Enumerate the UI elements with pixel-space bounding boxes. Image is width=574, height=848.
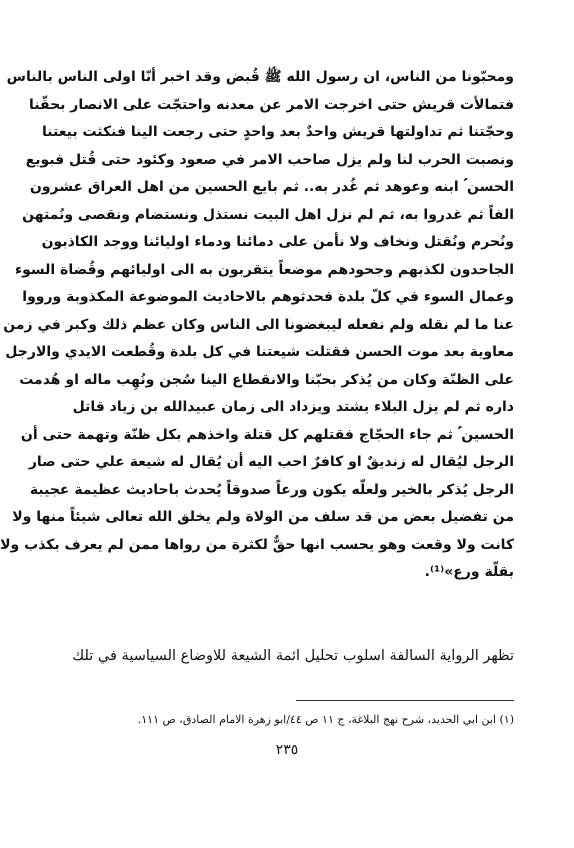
text-line: الرجل يُذكر بالخير ولعلّه يكون ورعاً صدوقاً يُحدث باحاديث عظيمة عجيبة — [29, 481, 514, 498]
footnote-divider — [296, 700, 514, 701]
text-line: ونُحرم ونُقتل ونخاف ولا نأمن على دمائنا ودماء اوليائنا ووجد الكاذبون — [41, 234, 514, 250]
text-line: الرجل ليُقال له زنديقٌ او كافرٌ احب اليه أن يُقال له شيعة علي حتى صار — [28, 454, 514, 470]
closing-paragraph — [72, 642, 514, 670]
text-line: تظهر الرواية السالفة اسلوب تحليل ائمة الشيعة للاوضاع السياسية في تلك — [72, 648, 514, 664]
text-line: وحجّتنا ثم تداولتها قريش واحدٌ بعد واحدٍ حتى رجعت الينا فنكثت بيعتنا — [42, 124, 514, 140]
text-line: عنا ما لم نقله ولم نفعله ليبغضونا الى الناس وكان عظم ذلك وكبر في زمن — [3, 316, 514, 333]
text-line: من تفضيل بعض من قد سلف من الولاة ولم يخلق الله تعالى شيئاً منها ولا — [12, 509, 514, 525]
text-line: وعمال السوء في كلّ بلدة فحدثوهم بالاحاديث الموضوعة المكذوبة ورووا — [22, 289, 514, 305]
text-line: ومحبّونا من الناس، ان رسول الله ﷺ قُبض وقد اخبر أنّا اولى الناس بالناس — [6, 69, 514, 85]
text-line: الحسن ؑ ابنه وعوهد ثم غُدر به.. ثم بايع الحسين من اهل العراق عشرون — [29, 179, 514, 195]
text-line: الجاحدون لكذبهم وجحودهم موضعاً يتقربون به الى اوليائهم وقُضاة السوء — [14, 261, 514, 278]
footnote: (١) ابن ابي الحديد، شرح نهج البلاغة، ج ١١ ص ٤٤/ابو زهرة الامام الصادق، ص ١١١. — [137, 713, 514, 726]
page-number: ٢٣٥ — [275, 742, 299, 758]
text-line: بقلّة ورع»⁽¹⁾. — [424, 564, 514, 580]
text-line: داره ثم لم يزل البلاء يشتد ويزداد الى زمان عبيدالله بن زياد قاتل — [72, 399, 514, 415]
text-line: على الظنّة وكان من يُذكر بحبّنا والانقطاع الينا سُجن ونُهِب ماله او هُدمت — [19, 371, 514, 388]
text-line: كانت ولا وقعت وهو يحسب انها حقٌّ لكثرة من رواها ممن لم يعرف بكذب ولا — [0, 536, 514, 553]
quoted-passage — [0, 64, 514, 587]
text-line: الحسين ؑ ثم جاء الحجّاج فقتلهم كل قتلة واخذهم بكل ظنّة وتهمة حتى أن — [20, 426, 514, 443]
text-line: فتمالأت قريش حتى اخرجت الامر عن معدنه واحتجّت على الانصار بحقّنا — [29, 96, 514, 113]
text-line: ونصبت الحرب لنا ولم يزل صاحب الامر في صعود وكئود حتى قُتل فبويع — [25, 151, 514, 168]
text-line: معاوية بعد موت الحسن فقتلت شيعتنا في كل بلدة وقُطعت الايدي والارجل — [5, 344, 514, 360]
text-line: الفاً ثم غدروا به، ثم لم نزل اهل البيت نستذل ونستضام ونقصى ونُمتهن — [22, 206, 514, 223]
